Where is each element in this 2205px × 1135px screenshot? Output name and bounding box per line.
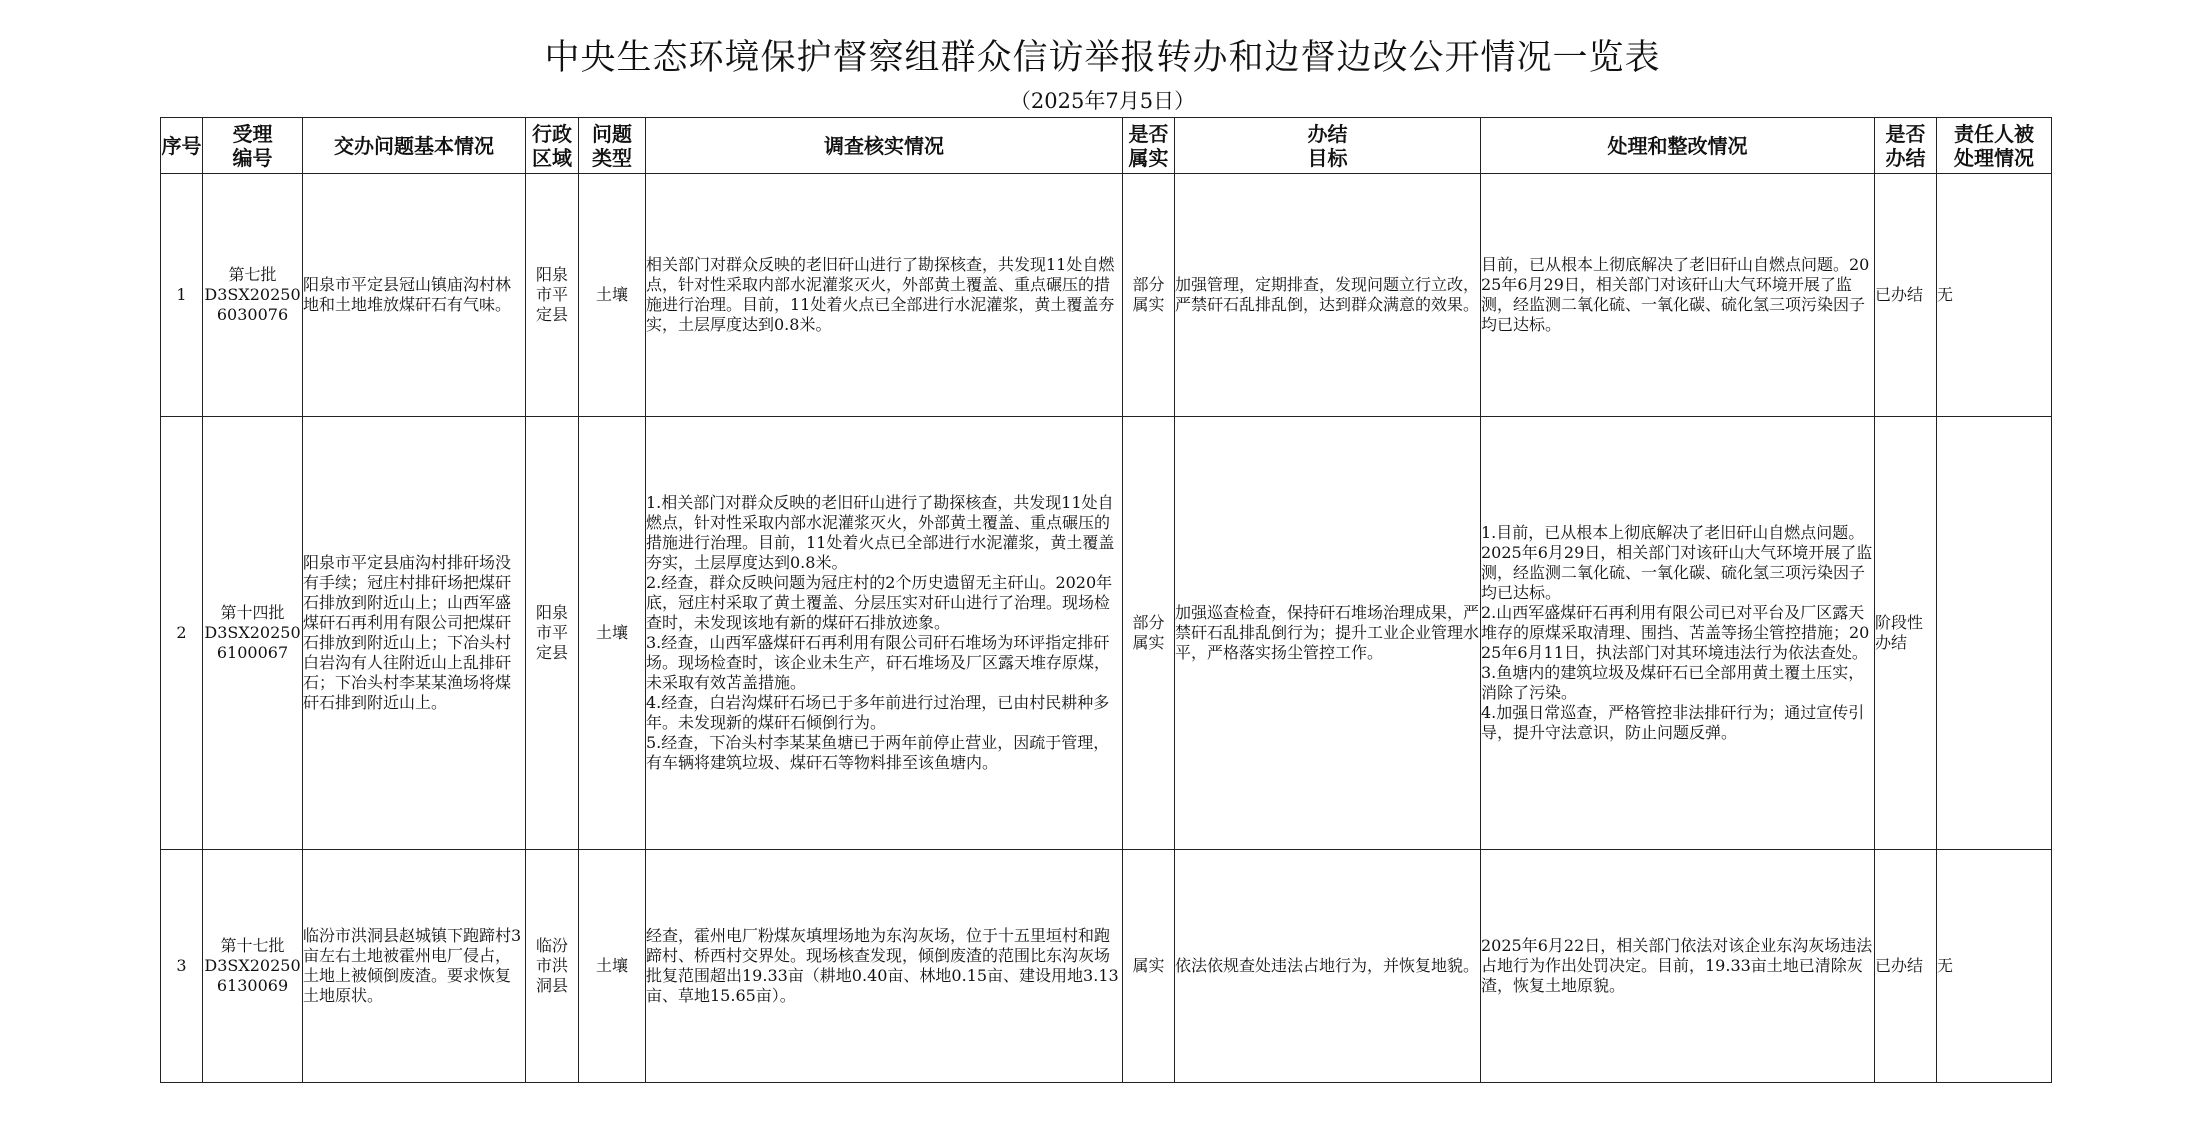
cell-case-no: 第十四批 D3SX20250 6100067 (203, 417, 303, 850)
header-type: 问题 类型 (579, 118, 646, 174)
cell-investigation: 相关部门对群众反映的老旧矸山进行了勘探核查，共发现11处自燃点，针对性采取内部水泥灌浆灭火，外部黄土覆盖、重点碾压的措施进行治理。目前，11处着火点已全部进行水泥灌浆，黄土覆盖夯实，土层厚度达到0.8米。 (646, 174, 1123, 417)
page-title: 中央生态环境保护督察组群众信访举报转办和边督边改公开情况一览表 (544, 38, 1661, 78)
cell-closed: 已办结 (1875, 850, 1937, 1083)
cell-type: 土壤 (579, 174, 646, 417)
cell-goal: 依法依规查处违法占地行为，并恢复地貌。 (1175, 850, 1481, 1083)
cell-goal: 加强管理，定期排查，发现问题立行立改，严禁矸石乱排乱倒，达到群众满意的效果。 (1175, 174, 1481, 417)
cell-accountability: 无 (1937, 850, 2052, 1083)
cell-verified: 部分 属实 (1123, 417, 1175, 850)
cell-goal: 加强巡查检查，保持矸石堆场治理成果，严禁矸石乱排乱倒行为；提升工业企业管理水平，严格落实扬尘管控工作。 (1175, 417, 1481, 850)
table-row (161, 850, 2052, 1083)
header-rectification: 处理和整改情况 (1481, 118, 1875, 174)
table-row (161, 174, 2052, 417)
header-accountability: 责任人被 处理情况 (1937, 118, 2052, 174)
header-closed: 是否 办结 (1875, 118, 1937, 174)
table-row (161, 417, 2052, 850)
cell-investigation: 经查，霍州电厂粉煤灰填埋场地为东沟灰场，位于十五里垣村和跑蹄村、桥西村交界处。现场核查发现，倾倒废渣的范围比东沟灰场批复范围超出19.33亩（耕地0.40亩、林地0.15亩、建设用地3.13亩、草地15.65亩）。 (646, 850, 1123, 1083)
cell-accountability (1937, 417, 2052, 850)
header-issue: 交办问题基本情况 (303, 118, 526, 174)
header-investigation: 调查核实情况 (646, 118, 1123, 174)
cell-case-no: 第十七批 D3SX20250 6130069 (203, 850, 303, 1083)
cell-region: 临汾 市洪 洞县 (526, 850, 579, 1083)
cell-type: 土壤 (579, 850, 646, 1083)
cell-issue: 阳泉市平定县冠山镇庙沟村林地和土地堆放煤矸石有气味。 (303, 174, 526, 417)
header-region: 行政 区域 (526, 118, 579, 174)
table-header-row (161, 118, 2052, 174)
cell-region: 阳泉 市平 定县 (526, 174, 579, 417)
cell-seq: 1 (161, 174, 203, 417)
cell-region: 阳泉 市平 定县 (526, 417, 579, 850)
cell-rectification: 1.目前，已从根本上彻底解决了老旧矸山自燃点问题。2025年6月29日，相关部门对该矸山大气环境开展了监测，经监测二氧化硫、一氧化碳、硫化氢三项污染因子均已达标。 2.山西军盛煤矸石再利用有限公司已对平台及厂区露天堆存的原煤采取清理、围挡、苫盖等扬尘管控措施；2025年6月11日，执法部门对其环境违法行为依法查处。 3.鱼塘内的建筑垃圾及煤矸石已全部用黄土覆土压实，消除了污染。 4.加强日常巡查，严格管控非法排矸行为；通过宣传引导，提升守法意识，防止问题反弹。 (1481, 417, 1875, 850)
cell-closed: 已办结 (1875, 174, 1937, 417)
cell-rectification: 2025年6月22日，相关部门依法对该企业东沟灰场违法占地行为作出处罚决定。目前，19.33亩土地已清除灰渣，恢复土地原貌。 (1481, 850, 1875, 1083)
cell-issue: 临汾市洪洞县赵城镇下跑蹄村3亩左右土地被霍州电厂侵占，土地上被倾倒废渣。要求恢复土地原状。 (303, 850, 526, 1083)
cell-issue: 阳泉市平定县庙沟村排矸场没有手续；冠庄村排矸场把煤矸石排放到附近山上；山西军盛煤矸石再利用有限公司把煤矸石排放到附近山上；下冶头村白岩沟有人往附近山上乱排矸石；下冶头村李某某渔场将煤矸石排到附近山上。 (303, 417, 526, 850)
cell-verified: 属实 (1123, 850, 1175, 1083)
cell-seq: 3 (161, 850, 203, 1083)
cell-closed: 阶段性 办结 (1875, 417, 1937, 850)
cell-rectification: 目前，已从根本上彻底解决了老旧矸山自燃点问题。2025年6月29日，相关部门对该矸山大气环境开展了监测，经监测二氧化硫、一氧化碳、硫化氢三项污染因子均已达标。 (1481, 174, 1875, 417)
cell-type: 土壤 (579, 417, 646, 850)
cell-seq: 2 (161, 417, 203, 850)
header-verified: 是否 属实 (1123, 118, 1175, 174)
header-seq: 序号 (161, 118, 203, 174)
report-date: （2025年7月5日） (1009, 89, 1196, 113)
cell-case-no: 第七批 D3SX20250 6030076 (203, 174, 303, 417)
cell-verified: 部分 属实 (1123, 174, 1175, 417)
report-table (160, 117, 2052, 1083)
header-goal: 办结 目标 (1175, 118, 1481, 174)
cell-investigation: 1.相关部门对群众反映的老旧矸山进行了勘探核查，共发现11处自燃点，针对性采取内部水泥灌浆灭火，外部黄土覆盖、重点碾压的措施进行治理。目前，11处着火点已全部进行水泥灌浆，黄土覆盖夯实，土层厚度达到0.8米。 2.经查，群众反映问题为冠庄村的2个历史遗留无主矸山。2020年底，冠庄村采取了黄土覆盖、分层压实对矸山进行了治理。现场检查时，未发现该地有新的煤矸石排放迹象。 3.经查，山西军盛煤矸石再利用有限公司矸石堆场为环评指定排矸场。现场检查时，该企业未生产，矸石堆场及厂区露天堆存原煤，未采取有效苫盖措施。 4.经查，白岩沟煤矸石场已于多年前进行过治理，已由村民耕种多年。未发现新的煤矸石倾倒行为。 5.经查，下冶头村李某某鱼塘已于两年前停止营业，因疏于管理，有车辆将建筑垃圾、煤矸石等物料排至该鱼塘内。 (646, 417, 1123, 850)
header-case-no: 受理 编号 (203, 118, 303, 174)
cell-accountability: 无 (1937, 174, 2052, 417)
